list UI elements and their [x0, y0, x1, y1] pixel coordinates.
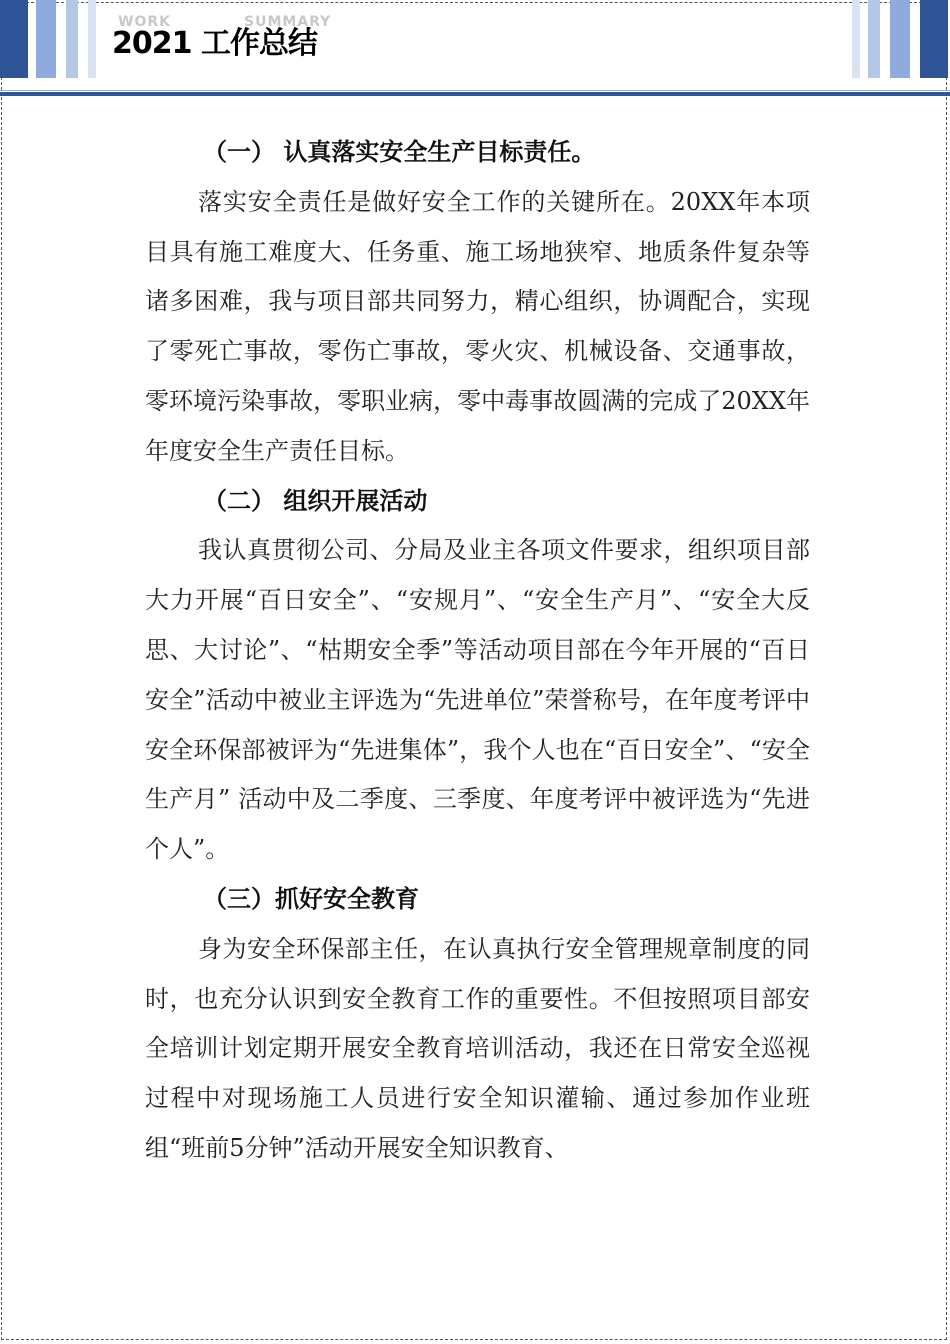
section-paragraph: 身为安全环保部主任，在认真执行安全管理规章制度的同时，也充分认识到安全教育工作的重要性。不但按照项目部安全培训计划定期开展安全教育培训活动，我还在日常安全巡视过程中对现场施工人员进行安全知识灌输、通过参加作业班组“班前5分钟”活动开展安全知识教育、 — [145, 934, 810, 1162]
section-heading: （一） 认真落实安全生产目标责任。 — [203, 138, 596, 166]
header-watermark-right: SUMMARY — [244, 14, 332, 30]
header-bar-right-2 — [868, 0, 880, 78]
header-bar-right-1 — [852, 0, 860, 78]
section-heading: （二） 组织开展活动 — [203, 486, 428, 515]
header-watermark-left: WORK — [118, 14, 171, 30]
header-bar-right-3 — [890, 0, 910, 78]
page-title: 2021 工作总结 — [112, 26, 317, 61]
header-bar-left-2 — [36, 0, 56, 78]
header-divider — [0, 92, 950, 96]
header-divider-thin — [0, 90, 950, 91]
header-bar-left-3 — [66, 0, 78, 78]
section-heading: （三）抓好安全教育 — [203, 884, 419, 913]
header-bar-left-4 — [88, 0, 96, 78]
section-paragraph: 落实安全责任是做好安全工作的关键所在。20XX年本项目具有施工难度大、任务重、施工场地狭窄、地质条件复杂等诸多困难，我与项目部共同努力，精心组织，协调配合，实现了零死亡事故，零伤亡事故，零火灾、机械设备、交通事故，零环境污染事故，零职业病，零中毒事故圆满的完成了20XX年年度安全生产责任目标。 — [145, 187, 810, 465]
header-bar-right-4 — [920, 0, 948, 78]
section-paragraph: 我认真贯彻公司、分局及业主各项文件要求，组织项目部大力开展“百日安全”、“安规月”、“安全生产月”、“安全大反思、大讨论”、“枯期安全季”等活动项目部在今年开展的“百日安全”活动中被业主评选为“先进单位”荣誉称号，在年度考评中安全环保部被评为“先进集体”，我个人也在“百日安全”、“安全生产月” 活动中及二季度、三季度、年度考评中被评选为“先进个人”。 — [145, 536, 810, 864]
document-body — [145, 128, 810, 1174]
header-bar-left-1 — [0, 0, 28, 78]
page-header — [0, 0, 950, 96]
